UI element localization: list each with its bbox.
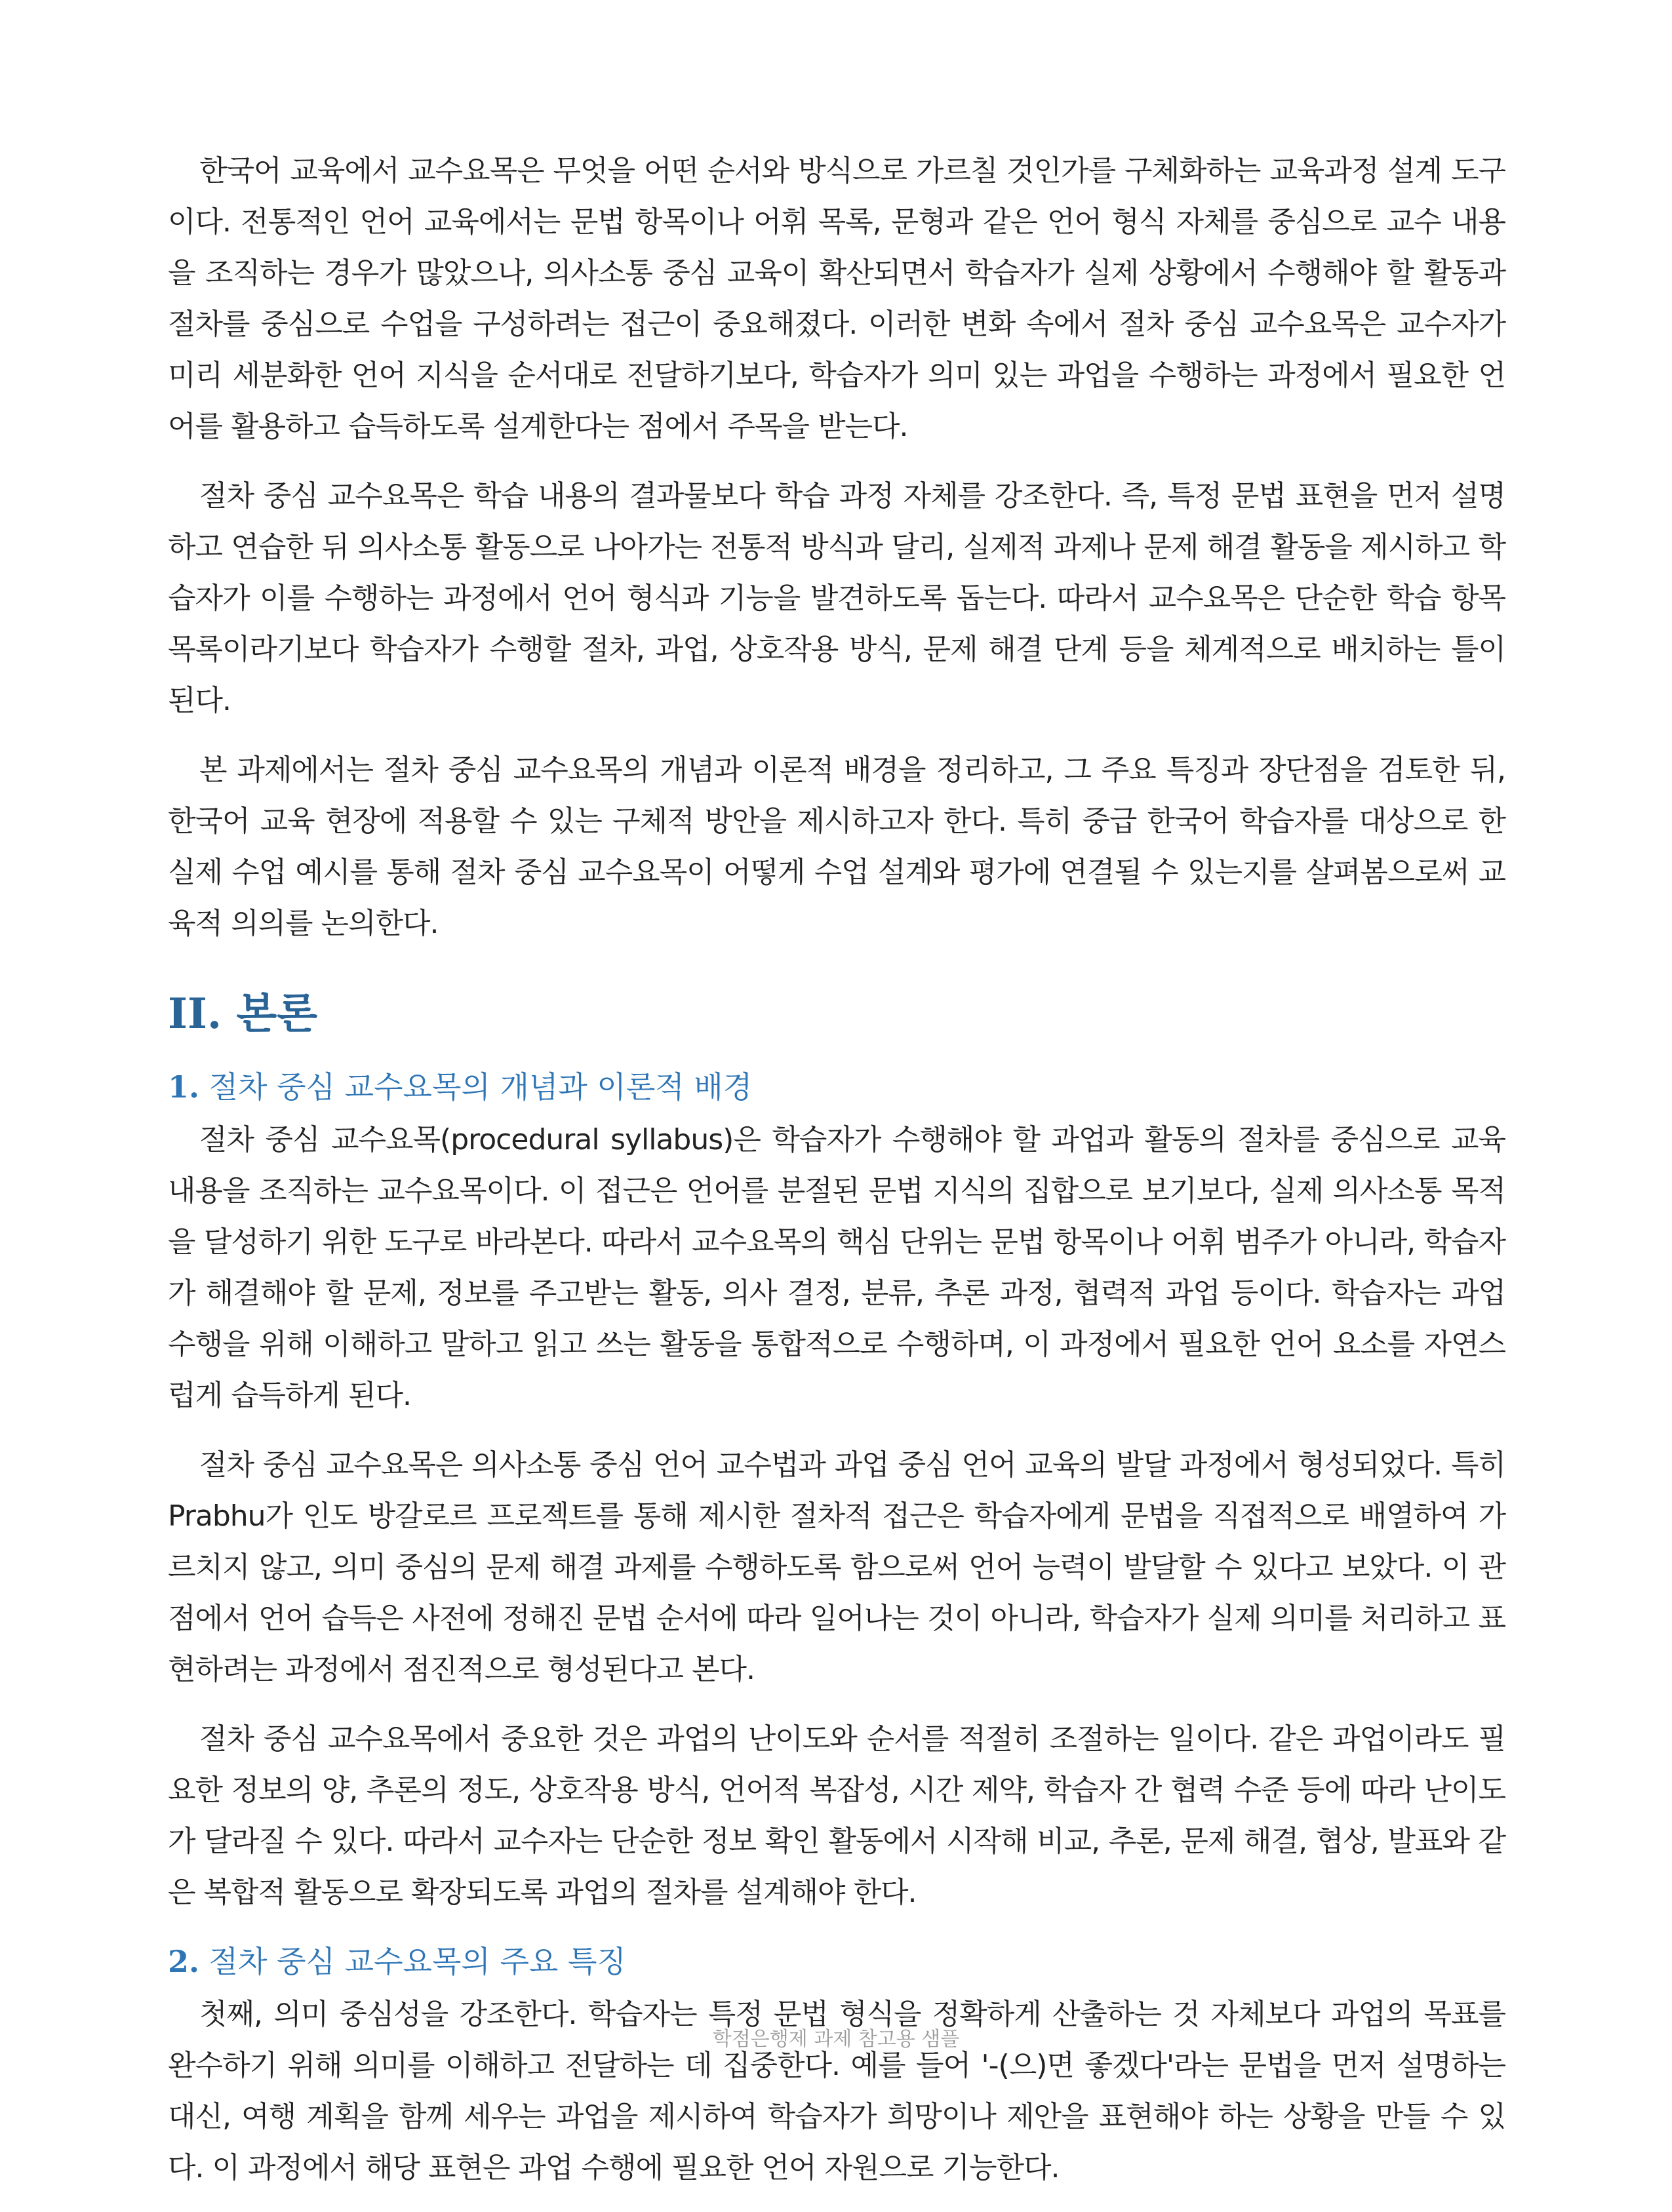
subsection-title: 절차 중심 교수요목의 개념과 이론적 배경 [209, 1069, 753, 1105]
body-paragraph: 절차 중심 교수요목은 의사소통 중심 언어 교수법과 과업 중심 언어 교육의 발달 과정에서 형성되었다. 특히 Prabhu가 인도 방갈로르 프로젝트를 통해 제시한 절차적 접근은 학습자에게 문법을 직접적으로 배열하여 가르치지 않고, 의미 중심의 문제 해결 과제를 수행하도록 함으로써 언어 능력이 발달할 수 있다고 보았다. 이 관점에서 언어 습득은 사전에 정해진 문법 순서에 따라 일어나는 것이 아니라, 학습자가 실제 의미를 처리하고 표현하려는 과정에서 점진적으로 형성된다고 본다. [168, 1448, 1505, 1686]
section-heading [168, 985, 1505, 1044]
subsection-title: 절차 중심 교수요목의 주요 특징 [209, 1944, 626, 1979]
subsection-number: 1. [168, 1069, 200, 1105]
intro-paragraph-2: 절차 중심 교수요목은 학습 내용의 결과물보다 학습 과정 자체를 강조한다. 즉, 특정 문법 표현을 먼저 설명하고 연습한 뒤 의사소통 활동으로 나아가는 전통적 방식과 달리, 실제적 과제나 문제 해결 활동을 제시하고 학습자가 이를 수행하는 과정에서 언어 형식과 기능을 발견하도록 돕는다. 따라서 교수요목은 단순한 학습 항목 목록이라기보다 학습자가 수행할 절차, 과업, 상호작용 방식, 문제 해결 단계 등을 체계적으로 배치하는 틀이 된다. [168, 479, 1505, 717]
section-number: II. [168, 989, 222, 1038]
body-paragraph: 절차 중심 교수요목(procedural syllabus)은 학습자가 수행해야 할 과업과 활동의 절차를 중심으로 교육 내용을 조직하는 교수요목이다. 이 접근은 언어를 분절된 문법 지식의 집합으로 보기보다, 실제 의사소통 목적을 달성하기 위한 도구로 바라본다. 따라서 교수요목의 핵심 단위는 문법 항목이나 어휘 범주가 아니라, 학습자가 해결해야 할 문제, 정보를 주고받는 활동, 의사 결정, 분류, 추론 과정, 협력적 과업 등이다. 학습자는 과업 수행을 위해 이해하고 말하고 읽고 쓰는 활동을 통합적으로 수행하며, 이 과정에서 필요한 언어 요소를 자연스럽게 습득하게 된다. [168, 1123, 1505, 1412]
page-content [168, 146, 1505, 2212]
section-title: 본론 [236, 990, 318, 1038]
page-footer: 학점은행제 과제 참고용 샘플 [712, 2028, 960, 2051]
body-paragraph: 절차 중심 교수요목에서 중요한 것은 과업의 난이도와 순서를 적절히 조절하는 일이다. 같은 과업이라도 필요한 정보의 양, 추론의 정도, 상호작용 방식, 언어적 복잡성, 시간 제약, 학습자 간 협력 수준 등에 따라 난이도가 달라질 수 있다. 따라서 교수자는 단순한 정보 확인 활동에서 시작해 비교, 추론, 문제 해결, 협상, 발표와 같은 복합적 활동으로 확장되도록 과업의 절차를 설계해야 한다. [168, 1722, 1505, 1909]
intro-paragraph-1: 한국어 교육에서 교수요목은 무엇을 어떤 순서와 방식으로 가르칠 것인가를 구체화하는 교육과정 설계 도구이다. 전통적인 언어 교육에서는 문법 항목이나 어휘 목록, 문형과 같은 언어 형식 자체를 중심으로 교수 내용을 조직하는 경우가 많았으나, 의사소통 중심 교육이 확산되면서 학습자가 실제 상황에서 수행해야 할 활동과 절차를 중심으로 수업을 구성하려는 접근이 중요해졌다. 이러한 변화 속에서 절차 중심 교수요목은 교수자가 미리 세분화한 언어 지식을 순서대로 전달하기보다, 학습자가 의미 있는 과업을 수행하는 과정에서 필요한 언어를 활용하고 습득하도록 설계한다는 점에서 주목을 받는다. [168, 154, 1505, 443]
subsection-number: 2. [168, 1944, 200, 1979]
body-paragraph: 첫째, 의미 중심성을 강조한다. 학습자는 특정 문법 형식을 정확하게 산출하는 것 자체보다 과업의 목표를 완수하기 위해 의미를 이해하고 전달하는 데 집중한다. 예를 들어 '-(으)면 좋겠다'라는 문법을 먼저 설명하는 대신, 여행 계획을 함께 세우는 과업을 제시하여 학습자가 희망이나 제안을 표현해야 하는 상황을 만들 수 있다. 이 과정에서 해당 표현은 과업 수행에 필요한 언어 자원으로 기능한다. [168, 1998, 1505, 2184]
subsection-heading-1 [168, 1063, 1505, 1111]
intro-paragraph-3: 본 과제에서는 절차 중심 교수요목의 개념과 이론적 배경을 정리하고, 그 주요 특징과 장단점을 검토한 뒤, 한국어 교육 현장에 적용할 수 있는 구체적 방안을 제시하고자 한다. 특히 중급 한국어 학습자를 대상으로 한 실제 수업 예시를 통해 절차 중심 교수요목이 어떻게 수업 설계와 평가에 연결될 수 있는지를 살펴봄으로써 교육적 의의를 논의한다. [168, 753, 1505, 940]
subsection-heading-2 [168, 1938, 1505, 1985]
